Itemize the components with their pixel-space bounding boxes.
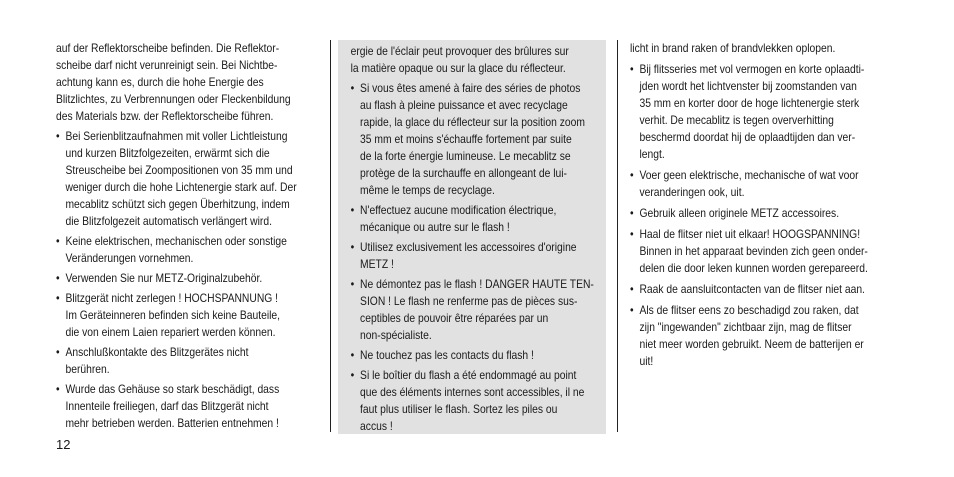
bullet-icon: •: [630, 227, 634, 241]
column-divider-left: [330, 40, 331, 432]
german-bullet-text: Bei Serienblitzaufnahmen mit voller Lichtleistung und kurzen Blitzfolgezeiten, erwärmt sich die Streuscheibe bei Zoompositionen von 35 mm und weniger durch die hohe Lichtenergie stark auf. Der mecablitz schützt sich gegen Überhitzung, indem die Blitzfolgezeit automatisch verlängert wird.: [65, 129, 297, 228]
french-bullet-4: [351, 276, 612, 344]
french-bullet-text: Ne démontez pas le flash ! DANGER HAUTE TEN- SION ! Le flash ne renferme pas de pièces sus- ceptibles de pouvoir être réparées par un non-spécialiste.: [360, 277, 594, 342]
german-bullet-5: [56, 344, 305, 378]
french-bullet-text: Ne touchez pas les contacts du flash !: [360, 348, 534, 362]
dutch-bullet-text: Haal de flitser niet uit elkaar! HOOGSPANNING! Binnen in het apparaat bevinden zich geen onder- delen die door leken kunnen worden gerepareerd.: [639, 227, 868, 275]
column-divider-right: [617, 40, 618, 432]
dutch-intro: licht in brand raken of brandvlekken oplopen.: [630, 41, 836, 55]
dutch-bullet-2: [630, 167, 887, 201]
bullet-icon: •: [56, 271, 60, 285]
french-bullet-3: [351, 239, 612, 273]
bullet-icon: •: [56, 291, 60, 305]
german-bullet-3: [56, 270, 305, 287]
german-bullet-6: [56, 381, 305, 432]
dutch-bullet-text: Raak de aansluitcontacten van de flitser niet aan.: [639, 282, 865, 296]
dutch-bullet-text: Bij flitsseries met vol vermogen en korte oplaadti- jden wordt het lichtvenster bij zoomstanden van 35 mm en korter door de hoge lichtenergie sterk verhit. De mecablitz is tegen oververhitting beschermd doordat hij de oplaadtijden dan ver- lengt.: [639, 62, 865, 161]
german-bullet-text: Verwenden Sie nur METZ-Originalzubehör.: [65, 271, 263, 285]
bullet-icon: •: [56, 345, 60, 359]
dutch-bullet-text: Als de flitser eens zo beschadigd zou raken, dat zijn "ingewanden" zichtbaar zijn, mag de flitser niet meer worden gebruikt. Neem de batterijen er uit!: [639, 303, 864, 368]
bullet-icon: •: [630, 206, 634, 220]
french-bullet-5: [351, 347, 612, 364]
dutch-bullet-text: Gebruik alleen originele METZ accessoires.: [639, 206, 840, 220]
bullet-icon: •: [630, 168, 634, 182]
dutch-bullet-text: Voer geen elektrische, mechanische of wat voor veranderingen ook, uit.: [639, 168, 859, 199]
german-intro: auf der Reflektorscheibe befinden. Die Reflektor- scheibe darf nicht verunreinigt sein. Bei Nichtbe- achtung kann es, durch die hohe Energie des Blitzlichtes, zu Verbrennungen oder Fleckenbildung des Materials bzw. der Reflektorscheibe führen.: [56, 41, 291, 123]
bullet-icon: •: [350, 203, 355, 217]
bullet-icon: •: [350, 277, 355, 291]
dutch-bullet-6: [630, 302, 887, 370]
dutch-column: [630, 40, 887, 370]
german-bullet-1: [56, 128, 305, 230]
bullet-icon: •: [350, 81, 355, 95]
dutch-bullet-4: [630, 226, 887, 277]
french-bullet-text: N'effectuez aucune modification électrique, mécanique ou autre sur le flash !: [360, 203, 557, 234]
bullet-icon: •: [56, 129, 60, 143]
german-bullet-text: Wurde das Gehäuse so stark beschädigt, dass Innenteile freiliegen, darf das Blitzgerät nicht mehr betrieben werden. Batterien entnehmen !: [65, 382, 280, 430]
french-intro: ergie de l'éclair peut provoquer des brûlures sur la matière opaque ou sur la glace du réflecteur.: [350, 44, 569, 75]
bullet-icon: •: [630, 62, 634, 76]
french-column: [342, 40, 612, 435]
bullet-icon: •: [350, 348, 355, 362]
french-bullet-1: [351, 80, 612, 199]
german-bullet-4: [56, 290, 305, 341]
german-bullet-text: Anschlußkontakte des Blitzgerätes nicht berühren.: [65, 345, 249, 376]
page-number: 12: [56, 437, 71, 452]
french-bullet-text: Utilisez exclusivement les accessoires d'origine METZ !: [360, 240, 577, 271]
dutch-bullet-1: [630, 61, 887, 163]
dutch-bullet-3: [630, 205, 887, 222]
german-column: [56, 40, 305, 432]
german-bullet-text: Blitzgerät nicht zerlegen ! HOCHSPANNUNG ! Im Geräteinneren befinden sich keine Bauteile, die von einem Laien repariert werden können.: [65, 291, 281, 339]
bullet-icon: •: [630, 282, 634, 296]
bullet-icon: •: [630, 303, 634, 317]
bullet-icon: •: [56, 382, 60, 396]
french-bullet-6: [351, 367, 612, 435]
french-bullet-text: Si le boîtier du flash a été endommagé au point que des éléments internes sont accessibles, il ne faut plus utiliser le flash. Sortez les piles ou accus !: [360, 368, 585, 433]
german-bullet-2: [56, 233, 305, 267]
bullet-icon: •: [56, 234, 60, 248]
german-bullet-text: Keine elektrischen, mechanischen oder sonstige Veränderungen vornehmen.: [65, 234, 287, 265]
bullet-icon: •: [350, 240, 355, 254]
bullet-icon: •: [350, 368, 355, 382]
french-bullet-text: Si vous êtes amené à faire des séries de photos au flash à pleine puissance et avec recyclage rapide, la glace du réflecteur sur la position zoom 35 mm et moins s'échauffe fortement par suite de la forte énergie lumineuse. Le mecablitz se protège de la surchauffe en allongeant de lui- même le temps de recyclage.: [360, 81, 585, 197]
french-bullet-2: [351, 202, 612, 236]
dutch-bullet-5: [630, 281, 887, 298]
